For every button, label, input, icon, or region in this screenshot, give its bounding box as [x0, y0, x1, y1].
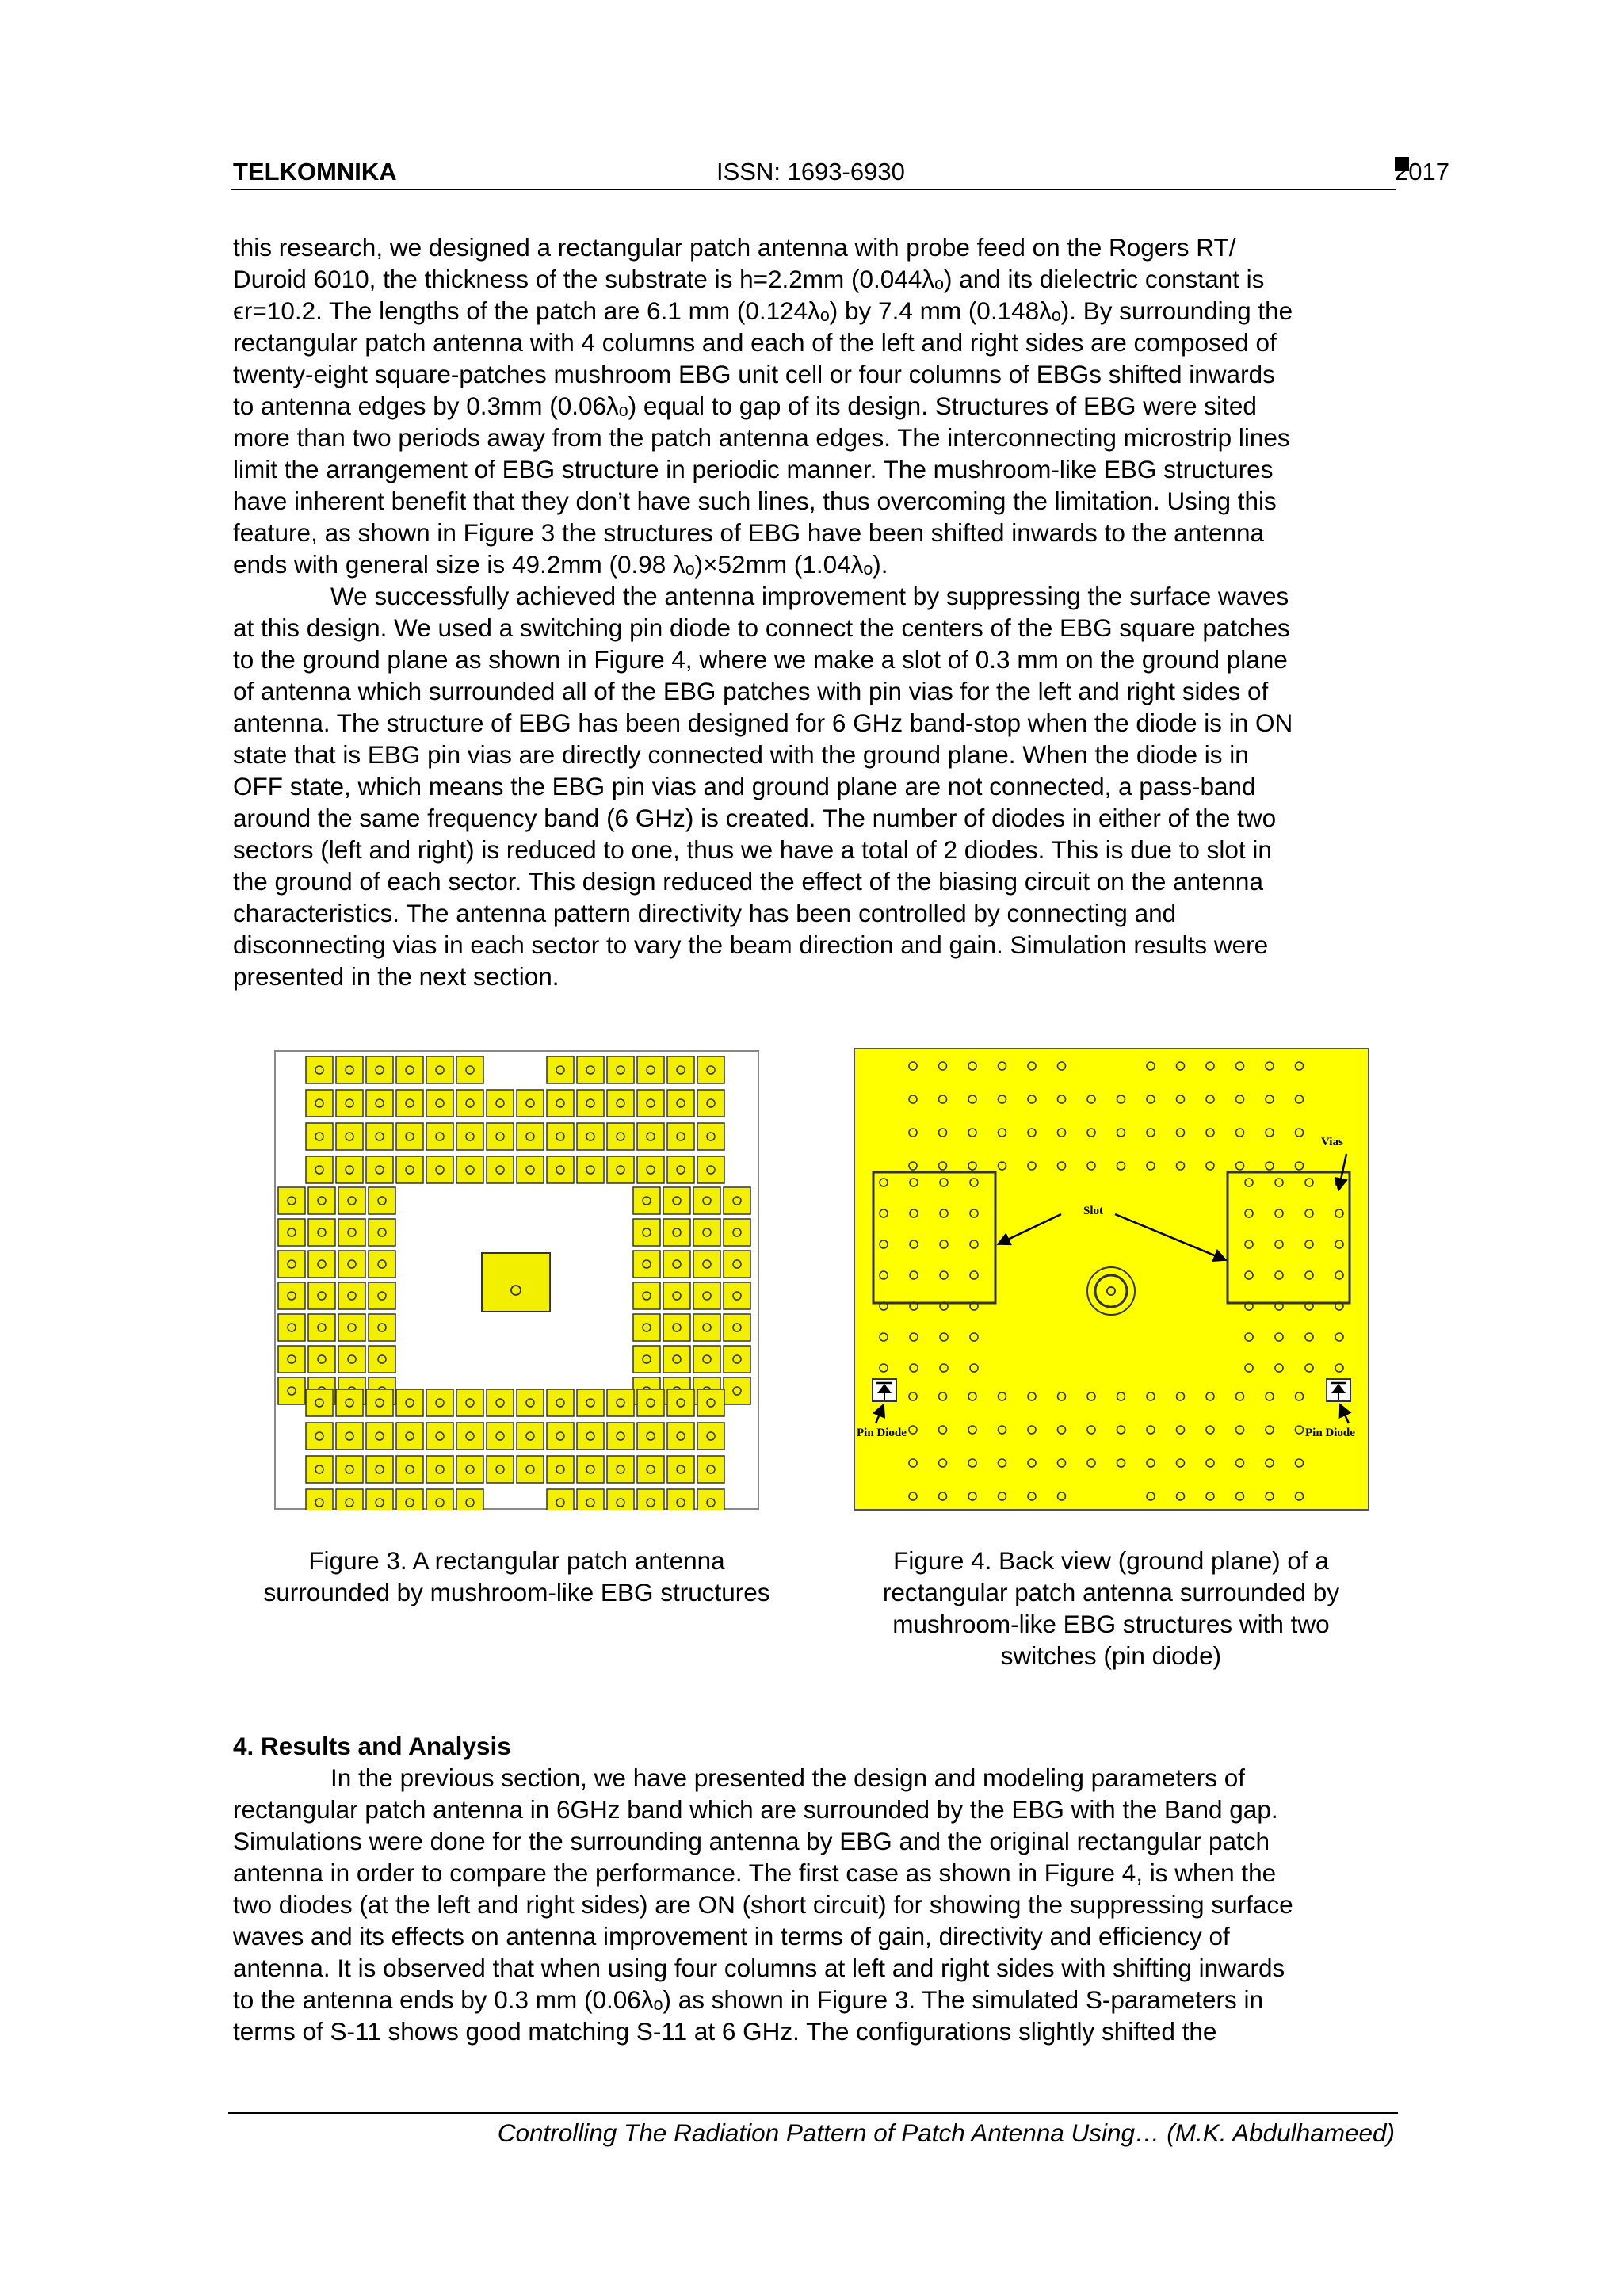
ebg-unit-cell — [487, 1090, 514, 1117]
ebg-unit-cell — [633, 1346, 660, 1373]
ebg-unit-cell — [426, 1156, 453, 1183]
ebg-unit-cell — [366, 1090, 393, 1117]
ebg-unit-cell — [517, 1456, 544, 1483]
text-line: antenna. The structure of EBG has been designed for 6 GHz band-stop when the diode is in ON — [233, 709, 1293, 737]
slot-label: Slot — [1083, 1205, 1104, 1217]
ebg-unit-cell — [308, 1346, 335, 1373]
ebg-unit-cell — [487, 1123, 514, 1150]
page-header — [231, 157, 1449, 190]
issn: ISSN: 1693-6930 — [716, 158, 905, 185]
figure-3 — [274, 1050, 759, 1510]
ebg-unit-cell — [663, 1346, 690, 1373]
text-line: limit the arrangement of EBG structure in periodic manner. The mushroom-like EBG structures — [233, 455, 1274, 483]
ebg-unit-cell — [396, 1090, 423, 1117]
ebg-unit-cell — [308, 1187, 335, 1214]
ebg-unit-cell — [697, 1389, 724, 1416]
ebg-unit-cell — [517, 1123, 544, 1150]
ebg-unit-cell — [693, 1187, 720, 1214]
ebg-unit-cell — [306, 1156, 333, 1183]
text-line: We successfully achieved the antenna improvement by suppressing the surface waves — [330, 582, 1289, 610]
ebg-unit-cell — [607, 1090, 634, 1117]
ebg-unit-cell — [487, 1423, 514, 1450]
text-line: In the previous section, we have presented the design and modeling parameters of — [330, 1763, 1245, 1792]
figure-3-caption — [231, 1545, 802, 1608]
ebg-unit-cell — [667, 1456, 694, 1483]
footer-rule — [228, 2112, 1398, 2114]
ebg-unit-cell — [336, 1156, 363, 1183]
ebg-unit-cell — [338, 1346, 365, 1373]
ebg-unit-cell — [338, 1251, 365, 1278]
ebg-unit-cell — [366, 1423, 393, 1450]
ebg-unit-cell — [577, 1090, 604, 1117]
ebg-unit-cell — [633, 1251, 660, 1278]
ebg-unit-cell — [667, 1056, 694, 1083]
ebg-unit-cell — [663, 1187, 690, 1214]
ebg-unit-cell — [667, 1090, 694, 1117]
ebg-unit-cell — [663, 1219, 690, 1246]
ebg-unit-cell — [306, 1389, 333, 1416]
ebg-unit-cell — [338, 1219, 365, 1246]
ebg-unit-cell — [547, 1389, 574, 1416]
ebg-unit-cell — [306, 1090, 333, 1117]
section-4-paragraph — [233, 1762, 1395, 2047]
vias-label: Vias — [1321, 1136, 1343, 1148]
ebg-unit-cell — [724, 1219, 750, 1246]
ebg-unit-cell — [663, 1282, 690, 1309]
text-line: feature, as shown in Figure 3 the structures of EBG have been shifted inwards to the antenna — [233, 518, 1265, 547]
ebg-unit-cell — [369, 1219, 395, 1246]
ebg-unit-cell — [607, 1389, 634, 1416]
ebg-unit-cell — [667, 1389, 694, 1416]
text-line: to antenna edges by 0.3mm (0.06λₒ) equal to gap of its design. Structures of EBG were sited — [233, 392, 1257, 420]
ebg-unit-cell — [366, 1056, 393, 1083]
year-text: 2017 — [1395, 158, 1449, 185]
ebg-unit-cell — [306, 1456, 333, 1483]
text-line: presented in the next section. — [233, 962, 559, 991]
caption-line: Figure 4. Back view (ground plane) of a — [893, 1546, 1329, 1575]
ebg-unit-cell — [426, 1056, 453, 1083]
ebg-unit-cell — [338, 1282, 365, 1309]
ebg-unit-cell — [547, 1123, 574, 1150]
ebg-unit-cell — [724, 1282, 750, 1309]
ebg-unit-cell — [456, 1423, 483, 1450]
ebg-unit-cell — [278, 1346, 305, 1373]
caption-line: Figure 3. A rectangular patch antenna — [308, 1546, 725, 1575]
ebg-unit-cell — [456, 1123, 483, 1150]
ebg-unit-cell — [369, 1346, 395, 1373]
ebg-unit-cell — [278, 1187, 305, 1214]
ebg-unit-cell — [547, 1090, 574, 1117]
ebg-unit-cell — [278, 1251, 305, 1278]
ebg-unit-cell — [456, 1156, 483, 1183]
text-line: sectors (left and right) is reduced to one, thus we have a total of 2 diodes. This is due to slot in — [233, 835, 1272, 864]
caption-line: mushroom-like EBG structures with two — [892, 1610, 1330, 1638]
ebg-unit-cell — [456, 1456, 483, 1483]
ebg-unit-cell — [693, 1251, 720, 1278]
ebg-unit-cell — [697, 1156, 724, 1183]
ebg-unit-cell — [693, 1314, 720, 1341]
section-heading: 4. Results and Analysis — [233, 1732, 511, 1760]
ebg-unit-cell — [396, 1423, 423, 1450]
ebg-unit-cell — [724, 1314, 750, 1341]
ebg-unit-cell — [517, 1423, 544, 1450]
ebg-unit-cell — [426, 1090, 453, 1117]
text-line: two diodes (at the left and right sides) are ON (short circuit) for showing the suppressing surface — [233, 1890, 1293, 1919]
ebg-unit-cell — [456, 1056, 483, 1083]
ebg-unit-cell — [306, 1056, 333, 1083]
ebg-unit-cell — [693, 1219, 720, 1246]
text-line: twenty-eight square-patches mushroom EBG unit cell or four columns of EBGs shifted inwards — [233, 360, 1275, 388]
ebg-unit-cell — [308, 1251, 335, 1278]
ebg-unit-cell — [607, 1156, 634, 1183]
text-line: the ground of each sector. This design reduced the effect of the biasing circuit on the antenna — [233, 867, 1263, 896]
ebg-unit-cell — [637, 1423, 664, 1450]
text-line: of antenna which surrounded all of the EBG patches with pin vias for the left and right sides of — [233, 677, 1269, 705]
caption-line: surrounded by mushroom-like EBG structures — [263, 1578, 770, 1606]
ebg-unit-cell — [278, 1282, 305, 1309]
ebg-unit-cell — [637, 1056, 664, 1083]
text-line: Simulations were done for the surrounding antenna by EBG and the original rectangular patch — [233, 1827, 1270, 1855]
ebg-unit-cell — [697, 1123, 724, 1150]
pin-diode-label-left: Pin Diode — [857, 1427, 907, 1439]
ebg-unit-cell — [577, 1123, 604, 1150]
ebg-unit-cell — [663, 1251, 690, 1278]
ebg-unit-cell — [396, 1389, 423, 1416]
text-line: rectangular patch antenna in 6GHz band which are surrounded by the EBG with the Band gap. — [233, 1795, 1278, 1824]
ebg-unit-cell — [336, 1123, 363, 1150]
pin-diode-label-right: Pin Diode — [1305, 1427, 1355, 1439]
text-line: around the same frequency band (6 GHz) is created. The number of diodes in either of the two — [233, 804, 1277, 832]
ebg-unit-cell — [369, 1282, 395, 1309]
ebg-unit-cell — [336, 1090, 363, 1117]
ebg-unit-cell — [637, 1389, 664, 1416]
ebg-unit-cell — [724, 1187, 750, 1214]
ebg-unit-cell — [308, 1314, 335, 1341]
ebg-unit-cell — [336, 1423, 363, 1450]
text-line: have inherent benefit that they don’t have such lines, thus overcoming the limitation. Using this — [233, 487, 1277, 515]
figure-3-diagram — [274, 1050, 759, 1510]
figure-4 — [854, 1048, 1369, 1511]
text-line: ends with general size is 49.2mm (0.98 λₒ)×52mm (1.04λₒ). — [233, 550, 888, 579]
ebg-unit-cell — [697, 1056, 724, 1083]
ebg-unit-cell — [306, 1123, 333, 1150]
ebg-unit-cell — [396, 1456, 423, 1483]
ebg-unit-cell — [278, 1314, 305, 1341]
ebg-unit-cell — [663, 1314, 690, 1341]
paragraph-2 — [233, 580, 1395, 992]
ebg-unit-cell — [547, 1456, 574, 1483]
ebg-unit-cell — [426, 1456, 453, 1483]
ebg-unit-cell — [667, 1423, 694, 1450]
ebg-unit-cell — [278, 1377, 305, 1404]
ebg-unit-cell — [366, 1156, 393, 1183]
ebg-unit-cell — [577, 1389, 604, 1416]
caption-line: switches (pin diode) — [1000, 1641, 1222, 1670]
ebg-unit-cell — [667, 1123, 694, 1150]
ebg-unit-cell — [369, 1251, 395, 1278]
ebg-unit-cell — [547, 1056, 574, 1083]
ebg-unit-cell — [607, 1123, 634, 1150]
ebg-unit-cell — [336, 1389, 363, 1416]
ebg-unit-cell — [667, 1156, 694, 1183]
pin-diode-right — [1327, 1379, 1350, 1401]
ebg-unit-cell — [306, 1423, 333, 1450]
ebg-unit-cell — [517, 1090, 544, 1117]
ebg-unit-cell — [633, 1187, 660, 1214]
text-line: more than two periods away from the patch antenna edges. The interconnecting microstrip lines — [233, 423, 1290, 452]
text-line: disconnecting vias in each sector to vary the beam direction and gain. Simulation results were — [233, 930, 1269, 959]
ebg-unit-cell — [517, 1156, 544, 1183]
ebg-unit-cell — [633, 1219, 660, 1246]
pin-diode-left — [873, 1379, 896, 1401]
text-line: at this design. We used a switching pin diode to connect the centers of the EBG square patches — [233, 613, 1290, 642]
ebg-unit-cell — [633, 1282, 660, 1309]
text-line: antenna. It is observed that when using four columns at left and right sides with shifting inwards — [233, 1954, 1285, 1982]
ebg-unit-cell — [426, 1423, 453, 1450]
ebg-unit-cell — [577, 1423, 604, 1450]
ebg-unit-cell — [396, 1156, 423, 1183]
ebg-unit-cell — [607, 1456, 634, 1483]
ebg-unit-cell — [487, 1456, 514, 1483]
text-line: waves and its effects on antenna improvement in terms of gain, directivity and efficiency of — [233, 1922, 1230, 1950]
figure-4-caption — [834, 1545, 1388, 1671]
ebg-unit-cell — [697, 1456, 724, 1483]
text-line: rectangular patch antenna with 4 columns and each of the left and right sides are composed of — [233, 328, 1277, 357]
text-line: to the antenna ends by 0.3 mm (0.06λₒ) as shown in Figure 3. The simulated S-parameters in — [233, 1985, 1263, 2014]
ebg-unit-cell — [637, 1456, 664, 1483]
ebg-unit-cell — [637, 1123, 664, 1150]
ebg-unit-cell — [308, 1282, 335, 1309]
patch-antenna — [482, 1253, 550, 1312]
text-line: Duroid 6010, the thickness of the substrate is h=2.2mm (0.044λₒ) and its dielectric constant is — [233, 265, 1265, 293]
text-line: OFF state, which means the EBG pin vias and ground plane are not connected, a pass-band — [233, 772, 1256, 800]
ebg-unit-cell — [607, 1423, 634, 1450]
ebg-unit-cell — [547, 1156, 574, 1183]
ebg-unit-cell — [577, 1156, 604, 1183]
journal-name: TELKOMNIKA — [233, 158, 397, 185]
ebg-unit-cell — [336, 1056, 363, 1083]
ebg-unit-cell — [724, 1377, 750, 1404]
ebg-unit-cell — [577, 1456, 604, 1483]
ebg-unit-cell — [693, 1282, 720, 1309]
ebg-unit-cell — [577, 1056, 604, 1083]
page-footer: Controlling The Radiation Pattern of Patch Antenna Using… (M.K. Abdulhameed) — [497, 2118, 1395, 2147]
ebg-unit-cell — [338, 1187, 365, 1214]
ebg-unit-cell — [487, 1156, 514, 1183]
ebg-unit-cell — [369, 1187, 395, 1214]
ebg-unit-cell — [278, 1219, 305, 1246]
ebg-unit-cell — [633, 1314, 660, 1341]
ebg-unit-cell — [426, 1123, 453, 1150]
text-line: state that is EBG pin vias are directly connected with the ground plane. When the diode is in — [233, 740, 1249, 769]
ebg-unit-cell — [693, 1346, 720, 1373]
text-line: terms of S-11 shows good matching S-11 at 6 GHz. The configurations slightly shifted the — [233, 2017, 1217, 2046]
figure-4-diagram — [854, 1048, 1369, 1511]
ebg-unit-cell — [487, 1389, 514, 1416]
ebg-unit-cell — [724, 1346, 750, 1373]
ebg-unit-cell — [396, 1123, 423, 1150]
text-line: ϵr=10.2. The lengths of the patch are 6.1 mm (0.124λₒ) by 7.4 mm (0.148λₒ). By surrounding the — [233, 296, 1293, 325]
ebg-unit-cell — [607, 1056, 634, 1083]
ebg-unit-cell — [338, 1314, 365, 1341]
ebg-unit-cell — [396, 1056, 423, 1083]
ebg-unit-cell — [366, 1123, 393, 1150]
text-line: antenna in order to compare the performance. The first case as shown in Figure 4, is when the — [233, 1859, 1277, 1887]
ebg-unit-cell — [637, 1090, 664, 1117]
ebg-unit-cell — [308, 1219, 335, 1246]
ebg-unit-cell — [366, 1389, 393, 1416]
ebg-unit-cell — [366, 1456, 393, 1483]
ebg-unit-cell — [697, 1423, 724, 1450]
text-line: this research, we designed a rectangular patch antenna with probe feed on the Rogers RT/ — [233, 233, 1236, 262]
ebg-unit-cell — [456, 1090, 483, 1117]
ebg-unit-cell — [456, 1389, 483, 1416]
ebg-unit-cell — [369, 1314, 395, 1341]
ebg-unit-cell — [724, 1251, 750, 1278]
ebg-unit-cell — [697, 1090, 724, 1117]
ebg-unit-cell — [336, 1456, 363, 1483]
text-line: characteristics. The antenna pattern directivity has been controlled by connecting and — [233, 899, 1177, 927]
paragraph-1 — [233, 231, 1395, 580]
text-line: to the ground plane as shown in Figure 4, where we make a slot of 0.3 mm on the ground plane — [233, 645, 1288, 674]
ebg-unit-cell — [517, 1389, 544, 1416]
ebg-unit-cell — [637, 1156, 664, 1183]
caption-line: rectangular patch antenna surrounded by — [882, 1578, 1340, 1606]
ebg-unit-cell — [426, 1389, 453, 1416]
ebg-unit-cell — [547, 1423, 574, 1450]
